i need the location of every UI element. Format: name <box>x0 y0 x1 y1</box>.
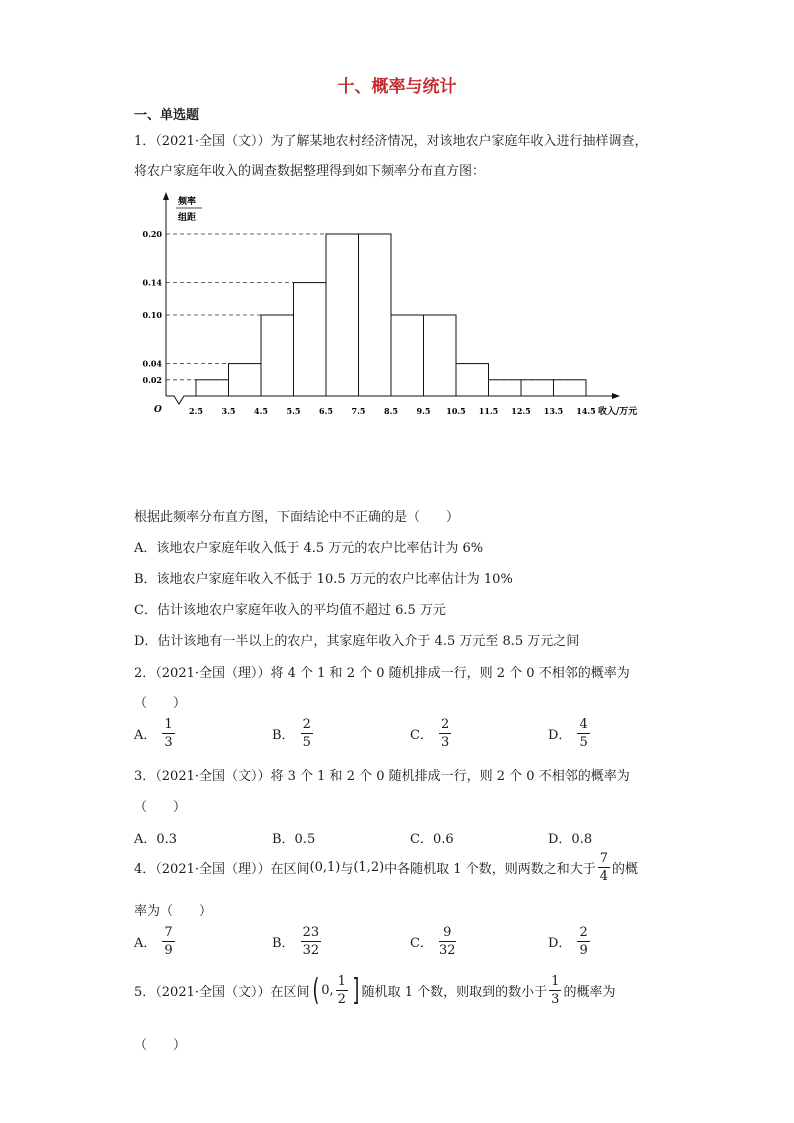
option-label: D． <box>548 728 572 743</box>
fraction: $\frac{23}{32}$ <box>302 925 320 958</box>
histogram-bar <box>489 380 522 396</box>
option-label: C． <box>410 936 433 951</box>
y-tick-label: 0.14 <box>142 277 162 288</box>
fraction: $\frac{2}{3}$ <box>440 717 450 750</box>
q4-option-a <box>134 926 177 957</box>
q1-option-b: B．该地农户家庭年收入不低于 10.5 万元的农户比率估计为 10% <box>134 572 513 587</box>
q4-option-b <box>272 926 323 957</box>
histogram-chart <box>140 186 660 426</box>
x-tick-label: 11.5 <box>478 406 499 416</box>
y-axis-label-top: 频率 <box>178 197 197 207</box>
fraction: $\frac{9}{32}$ <box>438 925 456 958</box>
left-paren: ( <box>311 972 319 1008</box>
histogram-bar <box>359 234 392 396</box>
q5-text: 5．（2021·全国（文））在区间 ( 0, $\frac{1}{2}$ ] 随机取 1 个数，则取到的数小于 $\frac{1}{3}$ 的概率为 <box>134 972 616 1008</box>
fraction: $\frac{1}{3}$ <box>551 974 560 1007</box>
q2-option-a <box>134 718 177 749</box>
q1-option-c: C．估计该地农户家庭年收入的平均值不超过 6.5 万元 <box>134 603 446 618</box>
q4-text: 4．（2021·全国（理））在区间 (0,1) 与 (1,2) 中各随机取 1 个数，则两数之和大于 $\frac{7}{4}$ 的概 <box>134 851 639 884</box>
x-tick-label: 4.5 <box>254 406 268 416</box>
y-axis-label-bottom: 组距 <box>178 213 197 223</box>
y-tick-label: 0.02 <box>142 374 162 385</box>
q5-paren: （ ） <box>134 1038 187 1053</box>
q3-paren: （ ） <box>134 800 187 815</box>
histogram-bar <box>294 283 327 396</box>
histogram-bar <box>196 380 229 396</box>
q2-option-c <box>410 718 453 749</box>
q3-option-c: C．0.6 <box>410 832 454 847</box>
q3-option-d: D．0.8 <box>548 832 593 847</box>
section-heading: 一、单选题 <box>134 108 200 123</box>
option-label: B． <box>272 936 295 951</box>
option-label: A． <box>134 936 157 951</box>
y-tick-label: 0.04 <box>142 358 162 369</box>
x-axis <box>166 396 616 404</box>
x-tick-label: 13.5 <box>543 406 564 416</box>
q4-option-d <box>548 926 592 957</box>
q1-line1: 1．（2021·全国（文））为了解某地农村经济情况，对该地农户家庭年收入进行抽样调查， <box>134 134 648 149</box>
x-tick-label: 6.5 <box>319 406 333 416</box>
option-label: D． <box>548 936 572 951</box>
q1-option-d: D．估计该地有一半以上的农户，其家庭年收入介于 4.5 万元至 8.5 万元之间 <box>134 634 580 649</box>
x-tick-label: 10.5 <box>446 406 466 416</box>
q1-line2: 将农户家庭年收入的调查数据整理得到如下频率分布直方图： <box>134 164 486 179</box>
q1-option-a: A．该地农户家庭年收入低于 4.5 万元的农户比率估计为 6% <box>134 541 484 556</box>
q4-line2: 率为（ ） <box>134 904 213 919</box>
fraction: $\frac{2}{5}$ <box>302 717 311 750</box>
interval: (0,1) <box>309 860 341 875</box>
fraction: $\frac{2}{9}$ <box>579 925 588 958</box>
histogram-bar <box>326 234 359 396</box>
x-tick-label: 9.5 <box>416 406 431 416</box>
fraction: $\frac{7}{9}$ <box>164 925 173 958</box>
x-tick-label: 7.5 <box>351 406 366 416</box>
q1-stem: 根据此频率分布直方图，下面结论中不正确的是（ ） <box>134 510 460 525</box>
histogram-bar <box>229 364 262 396</box>
q2-option-b <box>272 718 315 749</box>
y-axis-arrow <box>163 192 169 200</box>
origin-label: O <box>154 405 162 415</box>
histogram-bar <box>554 380 587 396</box>
q3-option-a: A．0.3 <box>134 832 178 847</box>
right-bracket: ] <box>352 972 360 1008</box>
x-tick-label: 3.5 <box>221 406 236 416</box>
histogram-bar <box>456 364 489 396</box>
x-tick-label: 14.5 <box>576 406 596 416</box>
fraction: $\frac{7}{4}$ <box>599 851 608 884</box>
x-axis-label: 收入/万元 <box>598 407 638 417</box>
y-tick-label: 0.20 <box>142 229 162 239</box>
x-axis-arrow <box>612 393 620 399</box>
q3-option-b: B．0.5 <box>272 832 316 847</box>
y-tick-label: 0.10 <box>142 310 162 320</box>
option-label: B． <box>272 728 295 743</box>
histogram-bar <box>261 315 294 396</box>
fraction: $\frac{4}{5}$ <box>579 717 588 750</box>
fraction: $\frac{1}{3}$ <box>164 717 173 750</box>
histogram-bar <box>424 315 457 396</box>
q2-option-d <box>548 718 592 749</box>
x-tick-label: 2.5 <box>189 406 203 416</box>
option-label: C． <box>410 728 433 743</box>
histogram-bar <box>521 380 554 396</box>
q4-option-c <box>410 926 458 957</box>
histogram-bar <box>391 315 424 396</box>
q3-text: 3．（2021·全国（文））将 3 个 1 和 2 个 0 随机排成一行，则 2 个 0 不相邻的概率为 <box>134 769 630 784</box>
x-tick-label: 5.5 <box>286 406 301 416</box>
x-tick-label: 12.5 <box>511 406 531 416</box>
q2-text: 2．（2021·全国（理））将 4 个 1 和 2 个 0 随机排成一行，则 2 个 0 不相邻的概率为 <box>134 666 630 681</box>
x-tick-label: 8.5 <box>384 406 398 416</box>
page-title: 十、概率与统计 <box>337 77 457 97</box>
option-label: A． <box>134 728 157 743</box>
interval: (1,2) <box>353 860 385 875</box>
fraction: $\frac{1}{2}$ <box>337 974 346 1007</box>
q2-paren: （ ） <box>134 696 187 711</box>
